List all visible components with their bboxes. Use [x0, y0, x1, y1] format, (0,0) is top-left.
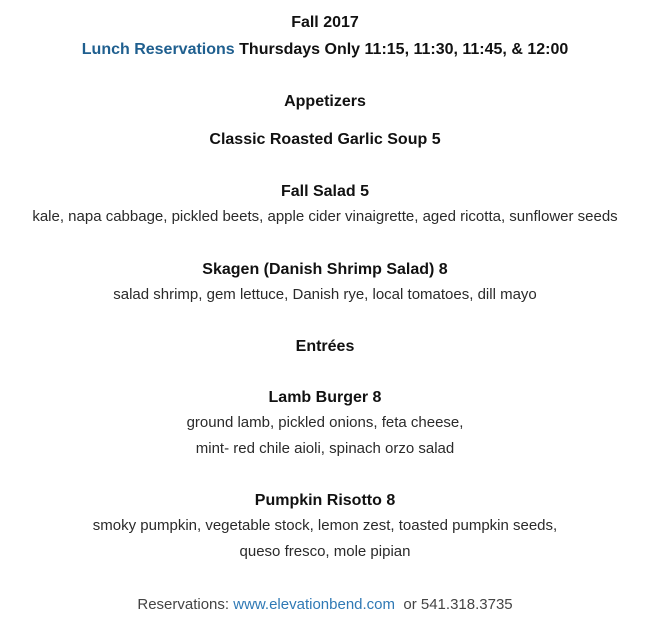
menu-item-title: Lamb Burger 8 — [268, 389, 382, 406]
reservations-times: Thursdays Only 11:15, 11:30, 11:45, & 12:00 — [239, 41, 569, 58]
menu-item-title: Pumpkin Risotto 8 — [254, 492, 396, 509]
entrees-heading: Entrées — [295, 338, 355, 355]
reservations-line — [0, 41, 650, 59]
menu-item-title: Classic Roasted Garlic Soup 5 — [209, 131, 441, 148]
footer-prefix: Reservations: — [137, 596, 230, 613]
menu-item-description: salad shrimp, gem lettuce, Danish rye, local tomatoes, dill mayo — [113, 286, 537, 303]
menu-item-description: queso fresco, mole pipian — [239, 543, 411, 560]
lunch-reservations-link[interactable]: Lunch Reservations — [81, 41, 235, 58]
footer-or: or — [403, 596, 417, 613]
website-link[interactable]: www.elevationbend.com — [233, 596, 396, 613]
menu-item-title: Skagen (Danish Shrimp Salad) 8 — [202, 261, 448, 278]
phone-number: 541.318.3735 — [420, 596, 513, 613]
appetizers-heading: Appetizers — [284, 93, 366, 110]
menu-item-title: Fall Salad 5 — [280, 183, 370, 200]
season-label: Fall 2017 — [291, 14, 359, 31]
menu-item-description: kale, napa cabbage, pickled beets, apple cider vinaigrette, aged ricotta, sunflower seeds — [32, 208, 618, 225]
menu-item-description: smoky pumpkin, vegetable stock, lemon zest, toasted pumpkin seeds, — [92, 517, 558, 534]
menu-item-description: ground lamb, pickled onions, feta cheese, — [186, 414, 464, 431]
season-title — [0, 14, 650, 32]
reservations-footer — [0, 596, 650, 613]
menu-item-description: mint- red chile aioli, spinach orzo salad — [195, 440, 455, 457]
